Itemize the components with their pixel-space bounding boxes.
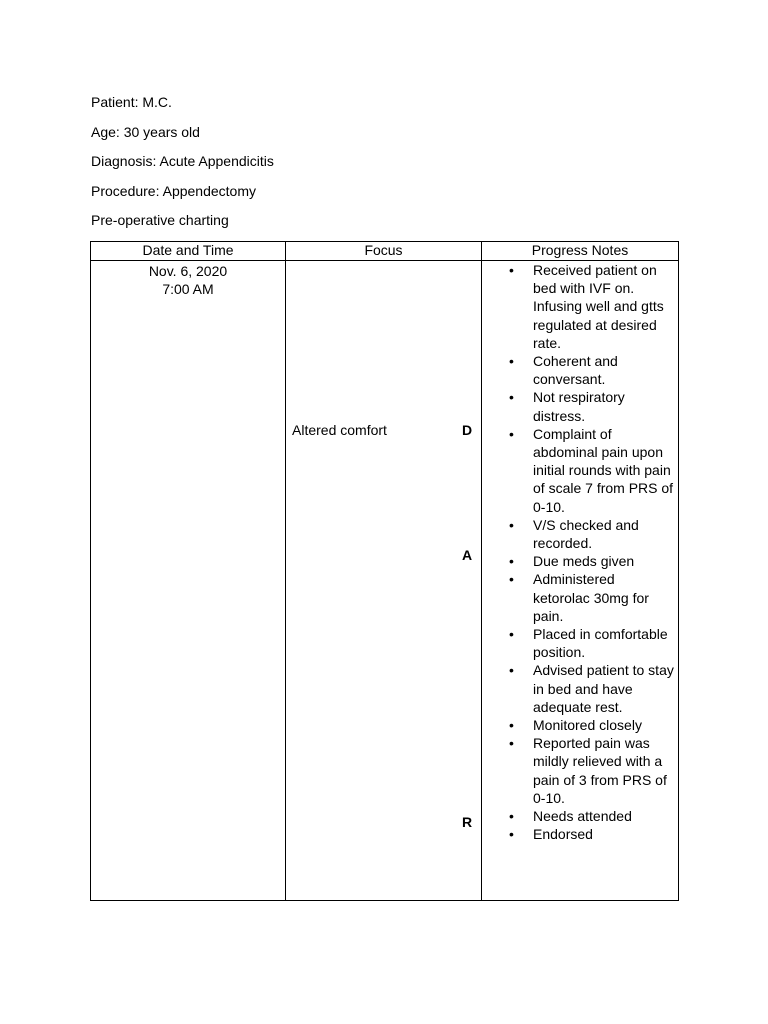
list-item: • Administered ketorolac 30mg for pain. bbox=[482, 570, 678, 625]
dar-response-marker: R bbox=[462, 814, 473, 830]
procedure-line: Procedure: Appendectomy bbox=[91, 183, 256, 199]
progress-notes-list bbox=[482, 261, 678, 844]
table-header-row bbox=[91, 242, 679, 261]
list-item: • Monitored closely bbox=[482, 716, 678, 734]
list-item: • Coherent and conversant. bbox=[482, 352, 678, 388]
list-item: • Complaint of abdominal pain upon initial rounds with pain of scale 7 from PRS of 0-10. bbox=[482, 425, 678, 516]
time-text: 7:00 AM bbox=[162, 281, 214, 297]
column-header-focus: Focus bbox=[286, 242, 482, 261]
patient-line: Patient: M.C. bbox=[91, 94, 172, 110]
dar-data-marker: D bbox=[462, 422, 473, 438]
column-header-notes: Progress Notes bbox=[482, 242, 679, 261]
list-item: • Advised patient to stay in bed and have adequate rest. bbox=[482, 661, 678, 716]
table-row bbox=[91, 261, 679, 901]
charting-table bbox=[90, 241, 679, 901]
list-item: • Placed in comfortable position. bbox=[482, 625, 678, 661]
focus-text: Altered comfort bbox=[292, 422, 387, 438]
list-item: • Not respiratory distress. bbox=[482, 388, 678, 424]
diagnosis-line: Diagnosis: Acute Appendicitis bbox=[91, 153, 274, 169]
section-title: Pre-operative charting bbox=[91, 212, 229, 228]
list-item: • V/S checked and recorded. bbox=[482, 516, 678, 552]
age-line: Age: 30 years old bbox=[91, 124, 200, 140]
list-item: • Received patient on bed with IVF on. Infusing well and gtts regulated at desired rate. bbox=[482, 261, 678, 352]
list-item: • Endorsed bbox=[482, 825, 678, 843]
column-header-date: Date and Time bbox=[91, 242, 286, 261]
date-time-cell bbox=[91, 261, 286, 901]
progress-notes-cell bbox=[482, 261, 679, 901]
list-item: • Needs attended bbox=[482, 807, 678, 825]
list-item: • Due meds given bbox=[482, 552, 678, 570]
focus-cell bbox=[286, 261, 482, 901]
list-item: • Reported pain was mildly relieved with a pain of 3 from PRS of 0-10. bbox=[482, 734, 678, 807]
date-text: Nov. 6, 2020 bbox=[148, 263, 228, 279]
dar-action-marker: A bbox=[462, 547, 473, 563]
